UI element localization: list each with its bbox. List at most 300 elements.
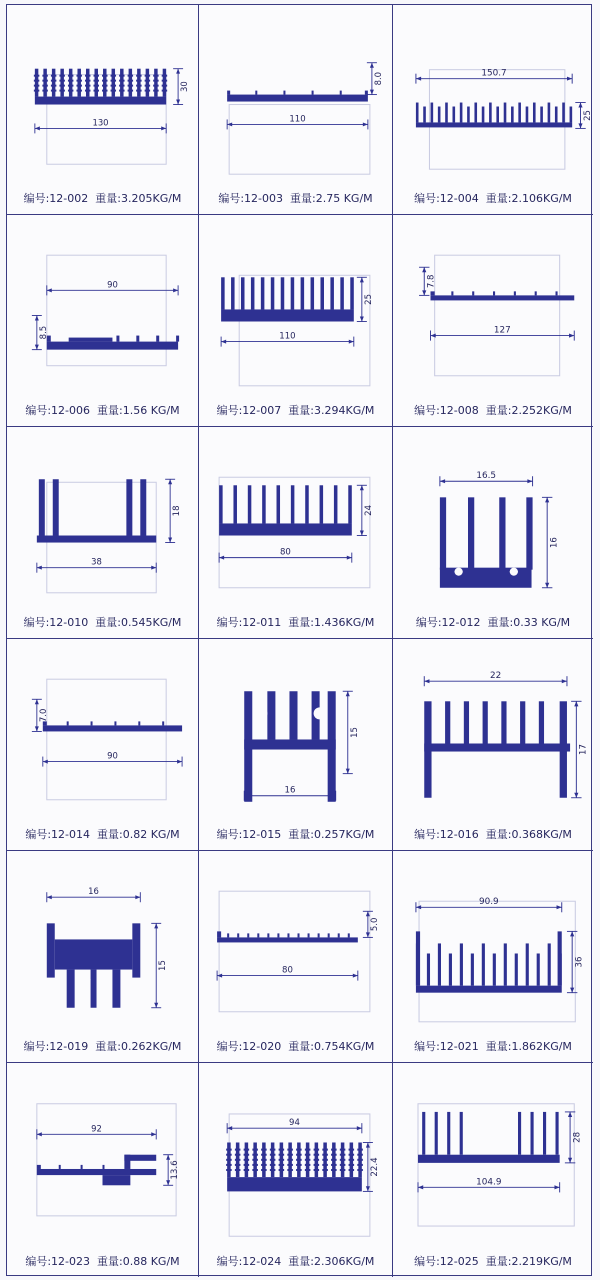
- arrow-head: [135, 895, 140, 899]
- fin-serration: [34, 85, 39, 87]
- profile-fin: [221, 277, 225, 309]
- product-weight: 1.862KG/M: [511, 1040, 572, 1053]
- profile-rib: [318, 933, 320, 937]
- profile-rib: [348, 933, 350, 937]
- profile-drawing: [199, 1063, 392, 1277]
- profile-fin: [233, 485, 237, 523]
- arrow-head: [151, 1132, 156, 1136]
- profile-fin: [499, 497, 505, 569]
- fin-serration: [244, 1164, 250, 1166]
- profile-fin: [350, 277, 354, 309]
- profile-fin: [334, 485, 338, 523]
- product-weight: 0.33 KG/M: [513, 616, 571, 629]
- product-code: 12-007: [242, 404, 282, 417]
- profile-base: [416, 986, 562, 993]
- dimension-label: 16: [284, 785, 296, 796]
- profile-fin: [548, 943, 551, 985]
- fin-serration: [76, 75, 81, 77]
- fin-serration: [331, 1149, 337, 1151]
- arrow-head: [440, 479, 445, 483]
- profile-drawing: [393, 215, 593, 426]
- product-weight: 0.262KG/M: [120, 1040, 182, 1053]
- product-code: 12-002: [49, 192, 89, 205]
- weight-label: 重量: [95, 616, 118, 629]
- fin-serration: [340, 1159, 346, 1161]
- product-code: 12-010: [49, 616, 89, 629]
- product-weight: 1.56 KG/M: [122, 404, 180, 417]
- fin-serration: [287, 1164, 293, 1166]
- fin-serration: [136, 90, 141, 92]
- profile-part: [37, 536, 156, 543]
- dimension-label: 15: [158, 960, 169, 971]
- profile-base: [219, 523, 352, 535]
- profile-fin: [556, 1112, 559, 1155]
- profile-drawing: [393, 427, 593, 638]
- fin-serration: [331, 1169, 337, 1171]
- fin-serration: [145, 85, 150, 87]
- profile-drawing: [7, 427, 198, 638]
- weight-label: 重量: [95, 1040, 118, 1053]
- fin-serration: [102, 85, 107, 87]
- product-weight: 2.306KG/M: [313, 1255, 375, 1268]
- dimension-label: 5.0: [369, 917, 380, 932]
- weight-label: 重量: [288, 1040, 311, 1053]
- profile-fin: [95, 69, 98, 97]
- product-cell: [7, 5, 199, 215]
- fin-serration: [85, 85, 90, 87]
- profile-fin: [438, 107, 441, 123]
- profile-fin: [251, 277, 255, 309]
- product-code: 12-015: [242, 828, 282, 841]
- fin-serration: [136, 80, 141, 82]
- arrow-head: [562, 679, 567, 683]
- fin-serration: [235, 1149, 241, 1151]
- fin-serration: [111, 75, 116, 77]
- dimension-label: 90: [107, 751, 118, 762]
- dimension-label: 80: [280, 547, 291, 558]
- fin-serration: [235, 1154, 241, 1156]
- profile-rib: [255, 91, 257, 95]
- arrow-head: [217, 974, 222, 978]
- profile-rib: [277, 933, 279, 937]
- product-weight: 3.294KG/M: [313, 404, 375, 417]
- profile-rib: [493, 291, 495, 295]
- product-caption: 编号:12-023 重量:0.88 KG/M: [25, 1255, 180, 1268]
- profile-fin: [340, 277, 344, 309]
- profile-fin: [526, 107, 529, 123]
- profile-side: [416, 931, 420, 985]
- arrow-head: [353, 974, 358, 978]
- arrow-head: [47, 895, 52, 899]
- product-code: 12-024: [242, 1255, 282, 1268]
- profile-fin: [526, 943, 529, 985]
- fin-serration: [162, 90, 167, 92]
- screw-slot: [454, 568, 462, 576]
- profile-fin: [543, 1112, 546, 1155]
- fin-serration: [270, 1149, 276, 1151]
- profile-part: [112, 970, 120, 1008]
- profile-rib: [67, 721, 69, 725]
- profile-rib: [237, 933, 239, 937]
- product-code: 12-020: [242, 1040, 282, 1053]
- product-code: 12-019: [49, 1040, 89, 1053]
- fin-serration: [261, 1149, 267, 1151]
- product-caption: 编号:12-007 重量:3.294KG/M: [216, 404, 375, 417]
- profile-fin: [52, 69, 55, 97]
- arrow-head: [43, 760, 48, 764]
- profile-fin: [562, 103, 565, 123]
- product-caption: 编号:12-015 重量:0.257KG/M: [216, 828, 375, 841]
- fin-serration: [340, 1164, 346, 1166]
- arrow-head: [168, 479, 172, 484]
- profile-rib: [176, 336, 179, 342]
- profile-rib: [156, 336, 159, 342]
- profile-rib: [283, 91, 285, 95]
- fin-serration: [322, 1159, 328, 1161]
- profile-part: [124, 1155, 156, 1161]
- fin-serration: [244, 1159, 250, 1161]
- profile-fin: [464, 701, 469, 743]
- dimension-label: 36: [574, 956, 585, 968]
- product-cell: [393, 215, 593, 427]
- screw-slot: [510, 568, 518, 576]
- dimension-label: 110: [279, 331, 296, 342]
- product-cell: [199, 851, 393, 1063]
- fin-serration: [270, 1154, 276, 1156]
- dimension-label: 30: [179, 81, 190, 92]
- profile-fin: [77, 69, 80, 97]
- weight-label: 重量: [485, 404, 508, 417]
- fin-serration: [162, 75, 167, 77]
- profile-fin: [219, 485, 223, 523]
- profile-fin: [126, 479, 132, 535]
- profile-part: [418, 1155, 560, 1163]
- profile-fin: [120, 69, 123, 97]
- dimension-label: 130: [92, 117, 109, 128]
- profile-fin: [533, 103, 536, 123]
- profile-rib: [340, 91, 342, 95]
- fin-serration: [68, 80, 73, 82]
- fin-serration: [252, 1159, 258, 1161]
- weight-label: 重量: [97, 404, 120, 417]
- fin-serration: [322, 1149, 328, 1151]
- arrow-head: [568, 1158, 572, 1163]
- fin-serration: [261, 1159, 267, 1161]
- fin-serration: [235, 1159, 241, 1161]
- product-caption: 编号:12-008 重量:2.252KG/M: [414, 404, 572, 417]
- ghost-outline: [47, 679, 166, 800]
- fin-serration: [59, 85, 64, 87]
- profile-fin: [460, 103, 463, 123]
- fin-serration: [42, 75, 47, 77]
- fin-serration: [76, 80, 81, 82]
- profile-fin: [501, 701, 506, 743]
- arrow-head: [568, 1112, 572, 1117]
- profile-part: [431, 295, 575, 300]
- fin-serration: [145, 90, 150, 92]
- weight-label: 重量: [97, 1255, 120, 1268]
- dimension-label: 17: [578, 744, 589, 755]
- profile-fin: [438, 943, 441, 985]
- fin-serration: [322, 1169, 328, 1171]
- profile-drawing: [393, 5, 593, 214]
- dimension-label: 22.4: [369, 1157, 380, 1177]
- weight-label: 重量: [288, 616, 311, 629]
- profile-fin: [140, 479, 146, 535]
- profile-rib: [287, 933, 289, 937]
- profile-rib: [472, 291, 474, 295]
- weight-label: 重量: [288, 404, 311, 417]
- arrow-head: [578, 103, 582, 108]
- arrow-head: [360, 277, 364, 282]
- fin-serration: [119, 75, 124, 77]
- profile-base: [35, 97, 166, 105]
- fin-serration: [287, 1149, 293, 1151]
- product-code: 12-004: [439, 192, 479, 205]
- fin-serration: [34, 80, 39, 82]
- profile-part: [132, 923, 140, 977]
- arrow-head: [346, 691, 350, 696]
- arrow-head: [366, 932, 370, 937]
- profile-part: [227, 91, 230, 95]
- profile-drawing: [393, 851, 593, 1062]
- fin-serration: [119, 85, 124, 87]
- profile-rib: [556, 291, 558, 295]
- fin-serration: [34, 90, 39, 92]
- arrow-head: [35, 699, 39, 704]
- profile-rib: [116, 336, 119, 342]
- profile-side: [560, 701, 567, 797]
- profile-fin: [112, 69, 115, 97]
- profile-fin: [154, 69, 157, 97]
- product-code: 12-016: [439, 828, 479, 841]
- profile-drawing: [7, 639, 198, 850]
- product-code: 12-008: [439, 404, 479, 417]
- arrow-head: [177, 760, 182, 764]
- profile-side: [424, 701, 431, 797]
- fin-serration: [314, 1149, 320, 1151]
- fin-serration: [252, 1149, 258, 1151]
- fin-serration: [349, 1159, 355, 1161]
- dimension-label: 38: [91, 557, 102, 568]
- profile-rib: [81, 1165, 83, 1169]
- profile-fin: [515, 953, 518, 985]
- product-caption: 编号:12-016 重量:0.368KG/M: [414, 828, 572, 841]
- profile-part: [91, 970, 97, 1008]
- profile-fin: [320, 277, 324, 309]
- fin-serration: [59, 75, 64, 77]
- arrow-head: [578, 123, 582, 128]
- code-label: 编号: [25, 1255, 48, 1268]
- fin-serration: [128, 80, 133, 82]
- profile-fin: [305, 485, 309, 523]
- profile-rib: [103, 1165, 105, 1169]
- profile-fin: [330, 277, 334, 309]
- fin-serration: [153, 90, 158, 92]
- product-weight: 2.75 KG/M: [315, 192, 373, 205]
- profile-fin: [537, 953, 540, 985]
- profile-rib: [227, 933, 229, 937]
- profile-fin: [163, 69, 166, 97]
- fin-serration: [128, 90, 133, 92]
- fin-serration: [357, 1154, 363, 1156]
- product-cell: [7, 1063, 199, 1277]
- fin-serration: [261, 1169, 267, 1171]
- profile-rib: [114, 721, 116, 725]
- profile-fin: [474, 103, 477, 123]
- profile-rib: [162, 721, 164, 725]
- product-caption: 编号:12-025 重量:2.219KG/M: [414, 1255, 572, 1268]
- product-caption: 编号:12-010 重量:0.545KG/M: [23, 616, 182, 629]
- arrow-head: [570, 988, 574, 993]
- profile-fin: [129, 69, 132, 97]
- profile-fin: [539, 701, 544, 743]
- product-code: 12-021: [439, 1040, 479, 1053]
- code-label: 编号: [216, 828, 239, 841]
- arrow-head: [35, 315, 39, 320]
- profile-rib: [267, 933, 269, 937]
- fin-serration: [305, 1164, 311, 1166]
- code-label: 编号: [414, 404, 437, 417]
- fin-serration: [136, 75, 141, 77]
- fin-serration: [244, 1149, 250, 1151]
- profile-fin: [416, 103, 419, 123]
- profile-fin: [267, 691, 275, 739]
- profile-fin: [482, 943, 485, 985]
- profile-fin: [482, 107, 485, 123]
- arrow-head: [35, 126, 40, 130]
- product-cell: [7, 215, 199, 427]
- fin-serration: [153, 85, 158, 87]
- fin-serration: [261, 1154, 267, 1156]
- product-grid: [6, 4, 592, 1276]
- product-caption: 编号:12-014 重量:0.82 KG/M: [25, 828, 180, 841]
- fin-serration: [153, 75, 158, 77]
- weight-label: 重量: [288, 828, 311, 841]
- fin-serration: [340, 1169, 346, 1171]
- profile-fin: [60, 69, 63, 97]
- profile-fin: [526, 497, 532, 569]
- fin-serration: [136, 85, 141, 87]
- profile-part: [37, 1169, 156, 1175]
- arrow-head: [347, 556, 352, 560]
- product-weight: 0.82 KG/M: [122, 828, 180, 841]
- arrow-head: [370, 63, 374, 68]
- product-code: 12-025: [439, 1255, 479, 1268]
- fin-serration: [296, 1154, 302, 1156]
- fin-serration: [349, 1164, 355, 1166]
- profile-fin: [496, 107, 499, 123]
- fin-serration: [111, 85, 116, 87]
- weight-label: 重量: [487, 616, 510, 629]
- profile-side: [558, 931, 562, 985]
- product-cell: [199, 639, 393, 851]
- fin-serration: [349, 1154, 355, 1156]
- dimension-label: 90.9: [478, 897, 499, 908]
- dimension-label: 25: [582, 110, 593, 121]
- profile-rib: [59, 1165, 61, 1169]
- product-code: 12-011: [242, 616, 282, 629]
- profile-fin: [548, 103, 551, 123]
- fin-serration: [349, 1169, 355, 1171]
- fin-serration: [279, 1169, 285, 1171]
- fin-serration: [261, 1164, 267, 1166]
- profile-drawing: [393, 1063, 593, 1277]
- fin-serration: [76, 85, 81, 87]
- profile-fin: [447, 1112, 450, 1155]
- arrow-head: [431, 334, 436, 338]
- fin-serration: [128, 75, 133, 77]
- dimension-label: 127: [493, 325, 511, 336]
- profile-fin: [137, 69, 140, 97]
- weight-label: 重量: [485, 1255, 508, 1268]
- profile-rib: [535, 291, 537, 295]
- fin-serration: [235, 1169, 241, 1171]
- fin-serration: [270, 1159, 276, 1161]
- arrow-head: [154, 1003, 158, 1008]
- dimension-label: 90: [107, 280, 118, 291]
- weight-label: 重量: [288, 1255, 311, 1268]
- profile-fin: [467, 107, 470, 123]
- profile-part: [55, 939, 133, 969]
- product-caption: 编号:12-012 重量:0.33 KG/M: [415, 616, 571, 629]
- arrow-head: [37, 566, 42, 570]
- arrow-head: [360, 316, 364, 321]
- fin-serration: [226, 1159, 232, 1161]
- code-label: 编号: [216, 1040, 239, 1053]
- screw-slot: [255, 707, 267, 719]
- arrow-head: [176, 100, 180, 105]
- code-label: 编号: [25, 828, 48, 841]
- profile-fin: [427, 953, 430, 985]
- fin-serration: [305, 1149, 311, 1151]
- fin-serration: [244, 1169, 250, 1171]
- fin-serration: [331, 1164, 337, 1166]
- ghost-outline: [219, 891, 370, 1012]
- dimension-label: 104.9: [476, 1177, 502, 1188]
- fin-serration: [331, 1159, 337, 1161]
- fin-serration: [162, 85, 167, 87]
- fin-serration: [51, 75, 56, 77]
- fin-serration: [357, 1159, 363, 1161]
- profile-drawing: [7, 851, 198, 1062]
- code-label: 编号: [415, 616, 438, 629]
- arrow-head: [176, 69, 180, 74]
- profile-rib: [91, 721, 93, 725]
- fin-serration: [322, 1164, 328, 1166]
- code-label: 编号: [414, 828, 437, 841]
- weight-label: 重量: [290, 192, 313, 205]
- weight-label: 重量: [485, 192, 508, 205]
- arrow-head: [422, 290, 426, 295]
- profile-fin: [103, 69, 106, 97]
- profile-fin: [452, 107, 455, 123]
- product-weight: 0.88 KG/M: [122, 1255, 180, 1268]
- profile-fin: [261, 277, 265, 309]
- product-caption: 编号:12-006 重量:1.56 KG/M: [25, 404, 180, 417]
- fin-serration: [42, 90, 47, 92]
- fin-serration: [296, 1149, 302, 1151]
- fin-serration: [59, 90, 64, 92]
- profile-fin: [231, 277, 235, 309]
- fin-serration: [279, 1159, 285, 1161]
- dimension-label: 80: [282, 965, 293, 976]
- code-label: 编号: [414, 1255, 437, 1268]
- arrow-head: [416, 77, 421, 81]
- arrow-head: [567, 77, 572, 81]
- profile-part: [103, 1175, 131, 1185]
- fin-serration: [287, 1159, 293, 1161]
